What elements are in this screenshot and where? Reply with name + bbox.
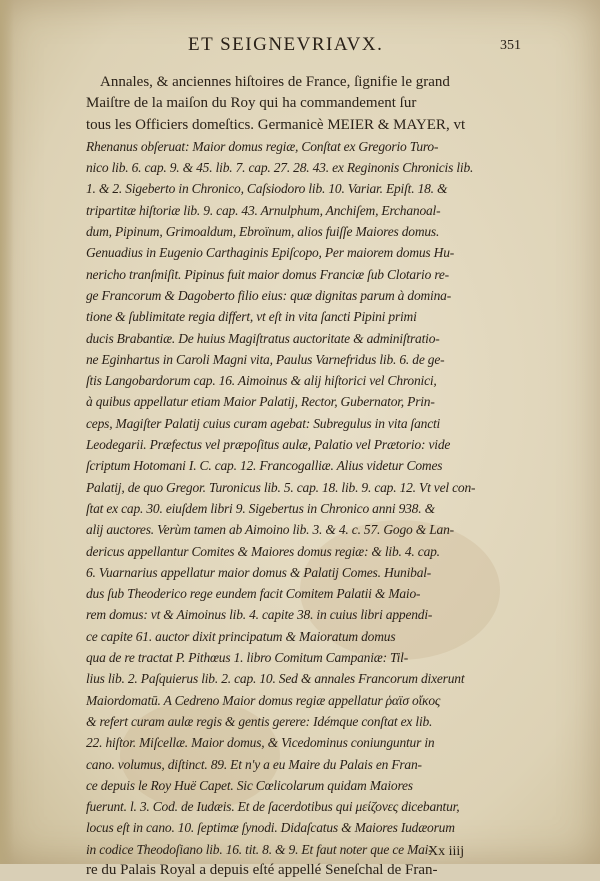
text-line: ſtis Langobardorum cap. 16. Aimoinus & alij hiſtorici vel Chronici, [86, 373, 437, 389]
text-line: tous les Officiers domeſtics. Germanicè MEIER & MAYER, vt [86, 116, 466, 133]
text-line: Palatij, de quo Gregor. Turonicus lib. 5. cap. 18. lib. 9. cap. 12. Vt vel con- [86, 479, 476, 495]
text-line: ſtat ex cap. 30. eiuſdem libri 9. Sigebertus in Chronico anni 938. & [86, 500, 435, 516]
text-line: ſcriptum Hotomani I. C. cap. 12. Francogalliæ. Alius videtur Comes [86, 458, 443, 474]
text-line: ne Eginhartus in Caroli Magni vita, Paulus Varnefridus lib. 6. de ge- [86, 351, 445, 367]
text-line: in codice Theodoſiano lib. 16. tit. 8. & 9. Et faut noter que ce Mai- [86, 841, 433, 857]
text-line: ceps, Magiſter Palatij cuius curam agebat: Subregulus in vita ſancti [86, 415, 441, 431]
text-line: Genuadius in Eugenio Carthaginis Epiſcopo, Per maiorem domus Hu- [86, 245, 455, 261]
text-line: fuerunt. l. 3. Cod. de Iudæis. Et de ſacerdotibus qui μείζονες dicebantur, [86, 799, 460, 815]
text-line: tione & ſublimitate regia differt, vt eſt in vita ſancti Pipini primi [86, 309, 417, 325]
text-line: tripartitæ hiſtoriæ lib. 9. cap. 43. Arnulphum, Anchiſem, Erchanoal- [86, 202, 441, 218]
text-line: nico lib. 6. cap. 9. & 45. lib. 7. cap. 27. 28. 43. ex Reginonis Chronicis lib. [86, 160, 474, 176]
text-line: & refert curam aulæ regis & gentis gerere: Idémque conſtat ex lib. [86, 713, 433, 729]
text-line: ce depuis le Roy Huë Capet. Sic Cœlicolarum quidam Maiores [86, 777, 413, 793]
running-head: ET SEIGNEVRIAVX. [188, 34, 384, 55]
text-line: Rhenanus obſeruat: Maior domus regiæ, Conſtat ex Gregorio Turo- [86, 138, 439, 154]
text-line: à quibus appellatur etiam Maior Palatij, Rector, Gubernator, Prin- [86, 394, 435, 410]
text-line: Maiordomatū. A Cedreno Maior domus regiæ appellatur ῥαϊσ οἴκος [86, 692, 441, 708]
text-line: dus ſub Theoderico rege eundem facit Comitem Palatii & Maio- [86, 586, 421, 602]
body-text [86, 72, 514, 881]
text-line: qua de re tractat P. Pithœus 1. libro Comitum Campaniæ: Til- [86, 650, 409, 666]
text-line: re du Palais Royal a depuis eſté appellé Seneſchal de Fran- [86, 861, 438, 878]
text-line: nericho tranſmiſit. Pipinus fuit maior domus Franciæ ſub Clotario re- [86, 266, 449, 282]
text-line: rem domus: vt & Aimoinus lib. 4. capite 38. in cuius libri appendi- [86, 607, 433, 623]
text-line: Maiſtre de la maiſon du Roy qui ha commandement ſur [86, 95, 417, 112]
text-line: Annales, & anciennes hiſtoires de France, ſignifie le grand [100, 74, 450, 90]
text-line: dum, Pipinum, Grimoaldum, Ebroïnum, alios fuiſſe Maiores domus. [86, 224, 440, 240]
text-line: 1. & 2. Sigeberto in Chronico, Caſsiodoro lib. 10. Variar. Epiſt. 18. & [86, 181, 448, 197]
text-line: Leodegarii. Præfectus vel præpoſitus aulæ, Palatio vel Prætorio: vide [86, 437, 451, 453]
page-gutter-shadow [0, 0, 14, 864]
text-line: ce capite 61. auctor dixit principatum & Maioratum domus [86, 628, 396, 644]
page-number: 351 [500, 38, 521, 53]
text-line: cano. volumus, diſtinct. 89. Et n'y a eu Maire du Palais en Fran- [86, 756, 422, 772]
text-line: lius lib. 2. Paſquierus lib. 2. cap. 10. Sed & annales Francorum dixerunt [86, 671, 465, 687]
text-line: alij auctores. Verùm tamen ab Aimoino lib. 3. & 4. c. 57. Gogo & Lan- [86, 522, 454, 538]
text-line: dericus appellantur Comites & Maiores domus regiæ: & lib. 4. cap. [86, 543, 440, 559]
text-line: locus eſt in cano. 10. ſeptimæ ſynodi. Didaſcatus & Maiores Iudæorum [86, 820, 455, 836]
text-line: ducis Brabantiæ. De huius Magiſtratus auctoritate & adminiſtratio- [86, 330, 440, 346]
signature-mark: Xx iiij [428, 844, 465, 859]
text-line: ge Francorum & Dagoberto filio eius: quæ dignitas parum à domina- [86, 287, 451, 303]
text-line: 22. hiſtor. Miſcellæ. Maior domus, & Vicedominus coniunguntur in [86, 735, 435, 751]
text-line: 6. Vuarnarius appellatur maior domus & Palatij Comes. Hunibal- [86, 564, 432, 580]
page-header [0, 34, 600, 62]
